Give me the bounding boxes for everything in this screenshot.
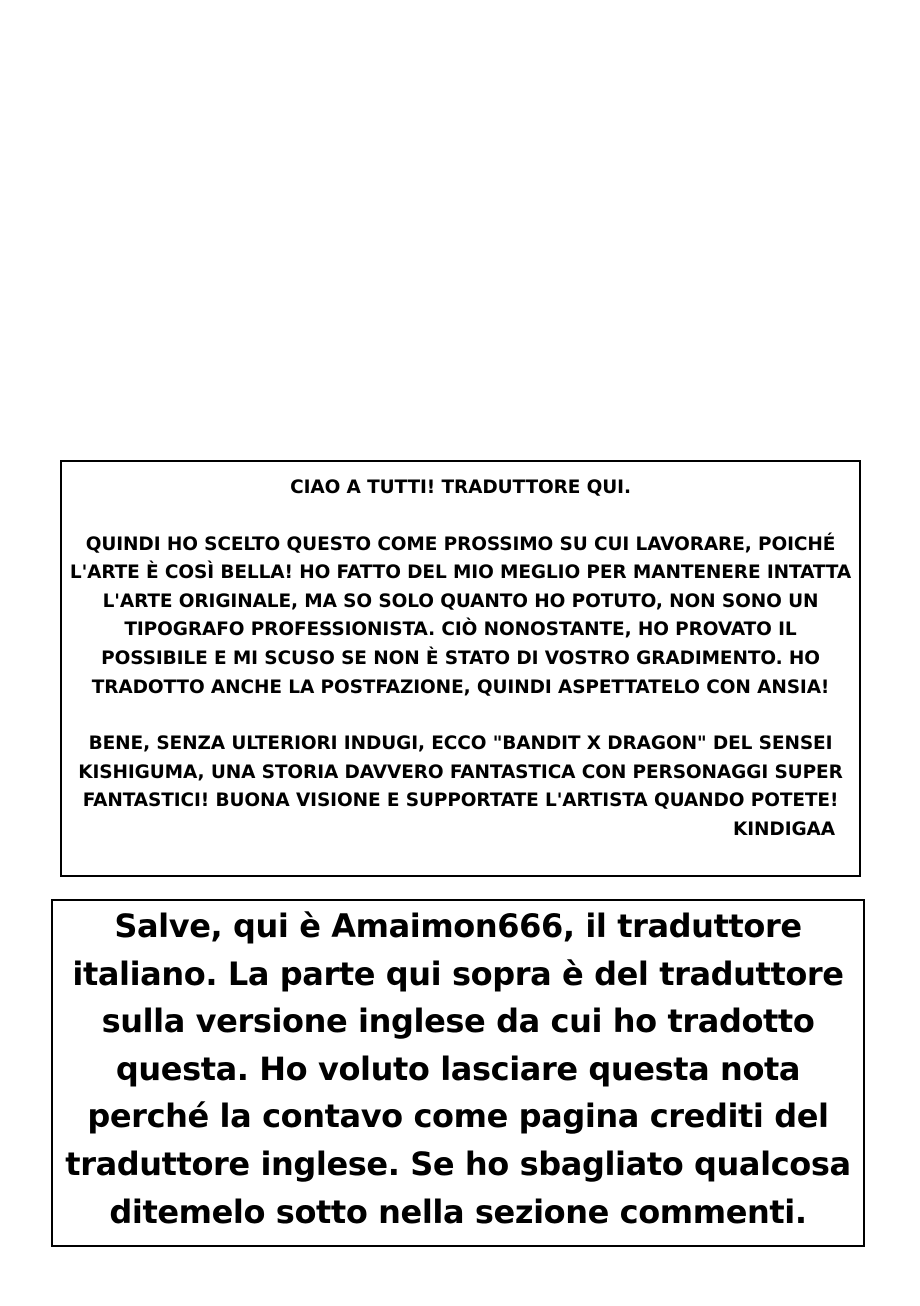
note-paragraph-1: QUINDI HO SCELTO QUESTO COME PROSSIMO SU CUI LAVORARE, POICHÉ L'ARTE È COSÌ BELLA! HO FATTO DEL MIO MEGLIO PER MANTENERE INTATTA L'ARTE ORIGINALE, MA SO SOLO QUANTO HO POTUTO, NON SONO UN TIPOGRAFO PROFESSIONISTA. CIÒ NONOSTANTE, HO PROVATO IL POSSIBILE E MI SCUSO SE NON È STATO DI VOSTRO GRADIMENTO. HO TRADOTTO ANCHE LA POSTFAZIONE, QUINDI ASPETTATELO CON ANSIA! bbox=[69, 533, 852, 698]
english-translator-note bbox=[60, 460, 861, 877]
note-paragraph-2: BENE, SENZA ULTERIORI INDUGI, ECCO "BANDIT X DRAGON" DEL SENSEI KISHIGUMA, UNA STORIA DAVVERO FANTASTICA CON PERSONAGGI SUPER FANTASTICI! BUONA VISIONE E SUPPORTATE L'ARTISTA QUANDO POTETE! bbox=[78, 733, 843, 812]
italian-note-text: Salve, qui è Amaimon666, il traduttore italiano. La parte qui sopra è del traduttore sulla versione inglese da cui ho tradotto questa. Ho voluto lasciare questa nota perché la contavo come pagina crediti del traduttore inglese. Se ho sbagliato qualcosa ditemelo sotto nella sezione commenti. bbox=[65, 907, 851, 1231]
note-greeting: CIAO A TUTTI! TRADUTTORE QUI. bbox=[290, 477, 631, 498]
note-signature: KINDIGAA bbox=[733, 818, 835, 840]
italian-translator-note bbox=[51, 899, 865, 1247]
